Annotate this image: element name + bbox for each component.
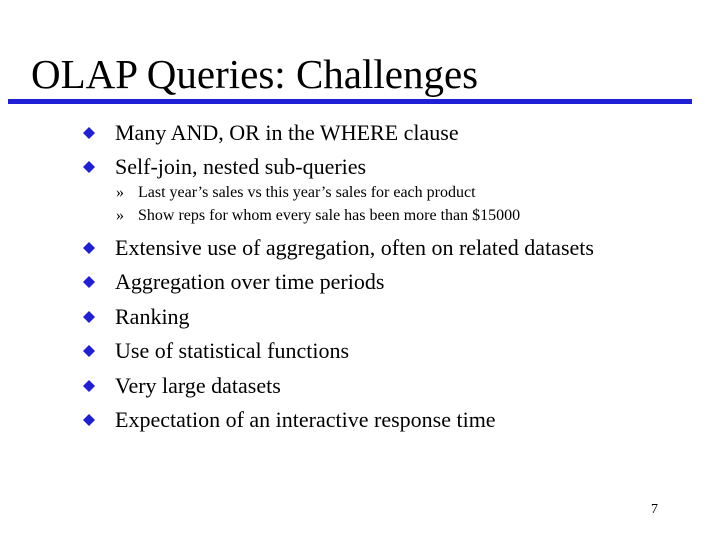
bullet-item [80, 265, 384, 299]
sub-bullet-marker: » [116, 184, 124, 201]
diamond-bullet-icon [83, 380, 95, 392]
title-underline [8, 99, 692, 104]
bullet-item [80, 300, 190, 334]
diamond-bullet-icon [83, 276, 95, 288]
sub-bullet-text: Show reps for whom every sale has been more than $15000 [138, 207, 521, 224]
bullet-item [80, 403, 496, 437]
sub-bullet-item [116, 205, 520, 227]
diamond-bullet-icon [83, 127, 95, 139]
bullet-item [80, 369, 281, 403]
bullet-text: Extensive use of aggregation, often on related datasets [115, 235, 594, 260]
bullet-item [80, 150, 366, 184]
page-number: 7 [651, 502, 658, 517]
sub-bullet-text: Last year’s sales vs this year’s sales for each product [138, 184, 476, 201]
diamond-bullet-icon [83, 414, 95, 426]
bullet-text: Many AND, OR in the WHERE clause [115, 120, 459, 145]
diamond-bullet-icon [83, 242, 95, 254]
bullet-item [80, 231, 594, 265]
bullet-text: Very large datasets [115, 373, 281, 398]
bullet-item [80, 334, 349, 368]
slide-title: OLAP Queries: Challenges [31, 51, 479, 97]
sub-bullet-marker: » [116, 207, 124, 224]
diamond-bullet-icon [83, 345, 95, 357]
diamond-bullet-icon [83, 311, 95, 323]
bullet-item [80, 116, 459, 150]
bullet-text: Use of statistical functions [115, 338, 350, 363]
sub-bullet-item [116, 182, 476, 204]
diamond-bullet-icon [83, 161, 95, 173]
bullet-text: Self-join, nested sub-queries [115, 154, 367, 179]
bullet-text: Aggregation over time periods [115, 269, 385, 294]
bullet-text: Expectation of an interactive response time [115, 407, 496, 432]
bullet-text: Ranking [115, 304, 190, 329]
